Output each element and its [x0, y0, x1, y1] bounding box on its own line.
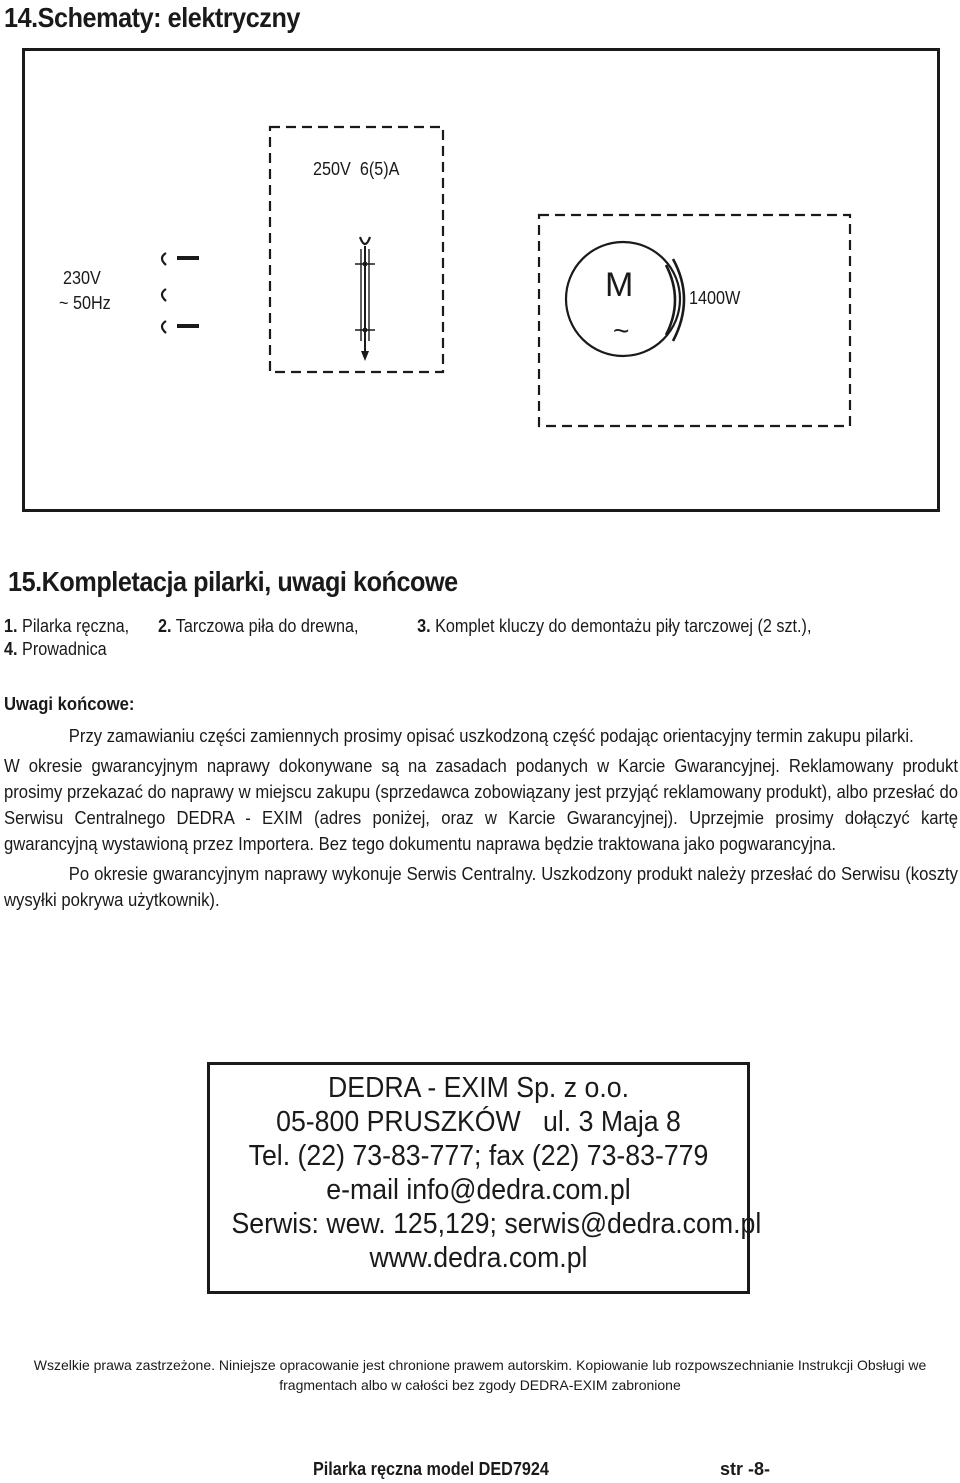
- plug-contact-2: [162, 289, 166, 301]
- company-website: www.dedra.com.pl: [369, 1242, 588, 1274]
- switch-arrow: [361, 351, 369, 361]
- list-item: 1. Pilarka ręczna,: [4, 616, 130, 636]
- copyright-notice: [0, 1355, 960, 1395]
- supply-frequency-label: ~ 50Hz: [59, 293, 111, 313]
- motor-ac-symbol: ~: [613, 315, 630, 346]
- remarks-title: Uwagi końcowe:: [4, 693, 135, 714]
- remarks-section: [4, 691, 958, 913]
- plug-pin-1: [177, 256, 199, 260]
- package-contents: [4, 616, 811, 660]
- remarks-paragraph-2: W okresie gwarancyjnym naprawy dokonywane są na zasadach podanych w Karcie Gwarancyjnej. Reklamowany produkt prosimy przekazać do naprawy w miejscu zakupu (sprzedawca zobowiązany jest przyjąć reklamowany produkt), albo przesłać do Serwisu Centralnego DEDRA - EXIM (adres poniżej, oraz w Karcie Gwarancyjnej). Uprzejmie prosimy dołączyć kartę gwarancyjną wystawioną przez Importera. Bez tego dokumentu naprawa będzie traktowana jako pogwarancyjna.: [4, 755, 958, 854]
- company-email: e-mail info@dedra.com.pl: [326, 1174, 631, 1206]
- motor-letter: M: [605, 266, 634, 304]
- supply-voltage-label: 230V: [63, 268, 101, 288]
- plug-pin-3: [177, 324, 199, 328]
- footer-model: Pilarka ręczna model DED7924: [313, 1459, 549, 1479]
- company-address-box: [207, 1062, 762, 1294]
- wiring-diagram-graphic: [25, 51, 937, 509]
- list-item: 2. Tarczowa piła do drewna,: [158, 616, 359, 636]
- package-contents-line-2: [4, 639, 811, 660]
- company-name: DEDRA - EXIM Sp. z o.o.: [328, 1072, 629, 1104]
- remarks-paragraph-1: Przy zamawianiu części zamiennych prosimy opisać uszkodzoną część podając orientacyjny termin zakupu pilarki.: [68, 725, 914, 746]
- company-phone: Tel. (22) 73-83-777; fax (22) 73-83-779: [248, 1140, 709, 1172]
- switch-rating-label: 250V 6(5)A: [313, 159, 400, 179]
- copyright-line-1: Wszelkie prawa zastrzeżone. Niniejsze opracowanie jest chronione prawem autorskim. Kopiowanie lub rozpowszechnianie Instrukcji Obsługi we: [33, 1357, 927, 1373]
- footer-page-number: str -8-: [720, 1459, 771, 1479]
- list-item: 3. Komplet kluczy do demontażu piły tarczowej (2 szt.),: [417, 616, 812, 636]
- section-15-title: 15.Kompletacja pilarki, uwagi końcowe: [8, 566, 458, 597]
- list-item: 4. Prowadnica: [4, 639, 107, 659]
- switch-top-hook: [360, 237, 370, 244]
- section-14-title: 14.Schematy: elektryczny: [4, 2, 300, 33]
- package-contents-line-1: [4, 616, 811, 637]
- copyright-line-2: fragmentach albo w całości bez zgody DEDRA-EXIM zabronione: [279, 1377, 681, 1393]
- plug-contact-3: [162, 321, 166, 333]
- company-service: Serwis: wew. 125,129; serwis@dedra.com.pl: [231, 1208, 762, 1240]
- motor-enclosure: [539, 215, 850, 426]
- remarks-paragraph-3: Po okresie gwarancyjnym naprawy wykonuje Serwis Centralny. Uszkodzony produkt należy przesłać do Serwisu (koszty wysyłki pokrywa użytkownik).: [4, 863, 959, 910]
- wiring-diagram: [22, 48, 940, 512]
- plug-contact-1: [162, 253, 166, 265]
- motor-power-label: 1400W: [689, 288, 741, 308]
- company-street: 05-800 PRUSZKÓW ul. 3 Maja 8: [276, 1106, 681, 1138]
